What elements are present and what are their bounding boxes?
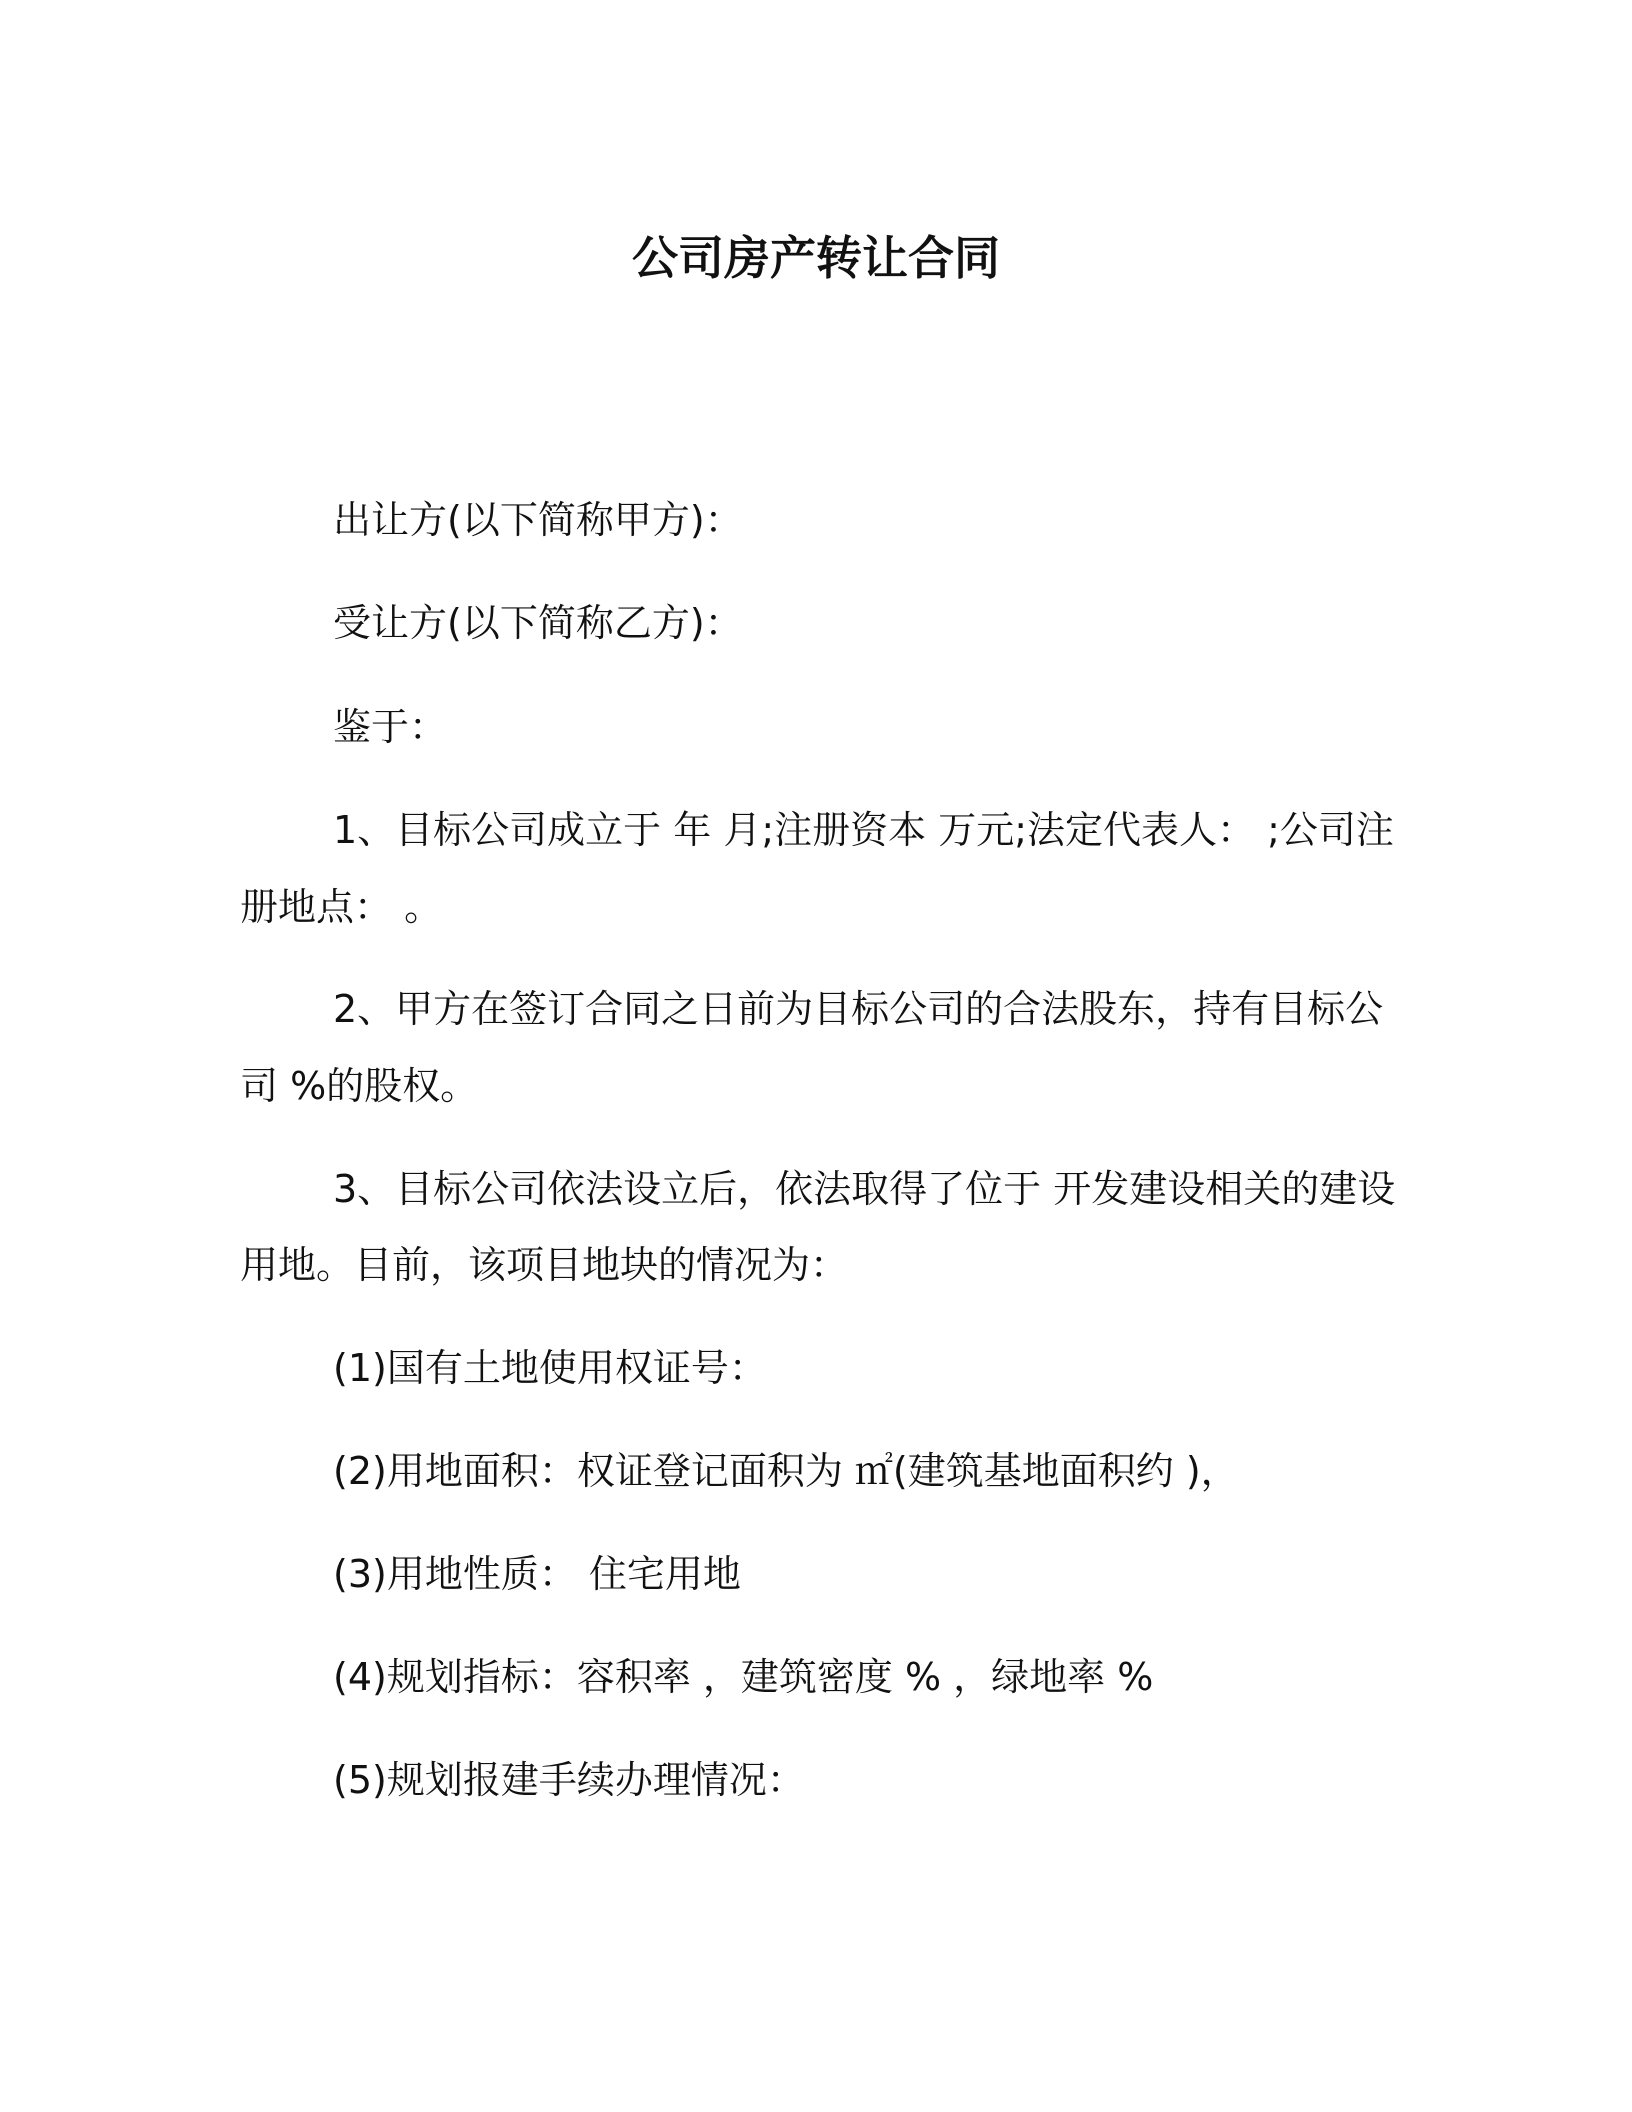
clause-2-line-2: 司 %的股权。 <box>240 1064 479 1108</box>
whereas-heading: 鉴于： <box>333 705 448 749</box>
item-3-land-use: (3)用地性质： 住宅用地 <box>333 1552 741 1596</box>
clause-3-line-1: 3、目标公司依法设立后，依法取得了位于 开发建设相关的建设 <box>333 1167 1396 1211</box>
document-title: 公司房产转让合同 <box>632 231 1000 285</box>
clause-3-line-2: 用地。目前，该项目地块的情况为： <box>240 1243 849 1287</box>
item-4-planning-indicators: (4)规划指标：容积率 ，建筑密度 % ，绿地率 % <box>333 1655 1154 1699</box>
clause-1-line-1: 1、目标公司成立于 年 月;注册资本 万元;法定代表人： ;公司注 <box>333 808 1394 852</box>
item-1-land-certificate: (1)国有土地使用权证号： <box>333 1346 767 1390</box>
transferor-line: 出让方(以下简称甲方)： <box>333 498 743 542</box>
clause-1-line-2: 册地点： 。 <box>240 885 443 929</box>
transferee-line: 受让方(以下简称乙方)： <box>333 601 743 645</box>
item-5-planning-approval: (5)规划报建手续办理情况： <box>333 1758 805 1802</box>
clause-2-line-1: 2、甲方在签订合同之日前为目标公司的合法股东，持有目标公 <box>333 987 1384 1031</box>
item-2-land-area: (2)用地面积：权证登记面积为 ㎡(建筑基地面积约 )， <box>333 1449 1239 1493</box>
